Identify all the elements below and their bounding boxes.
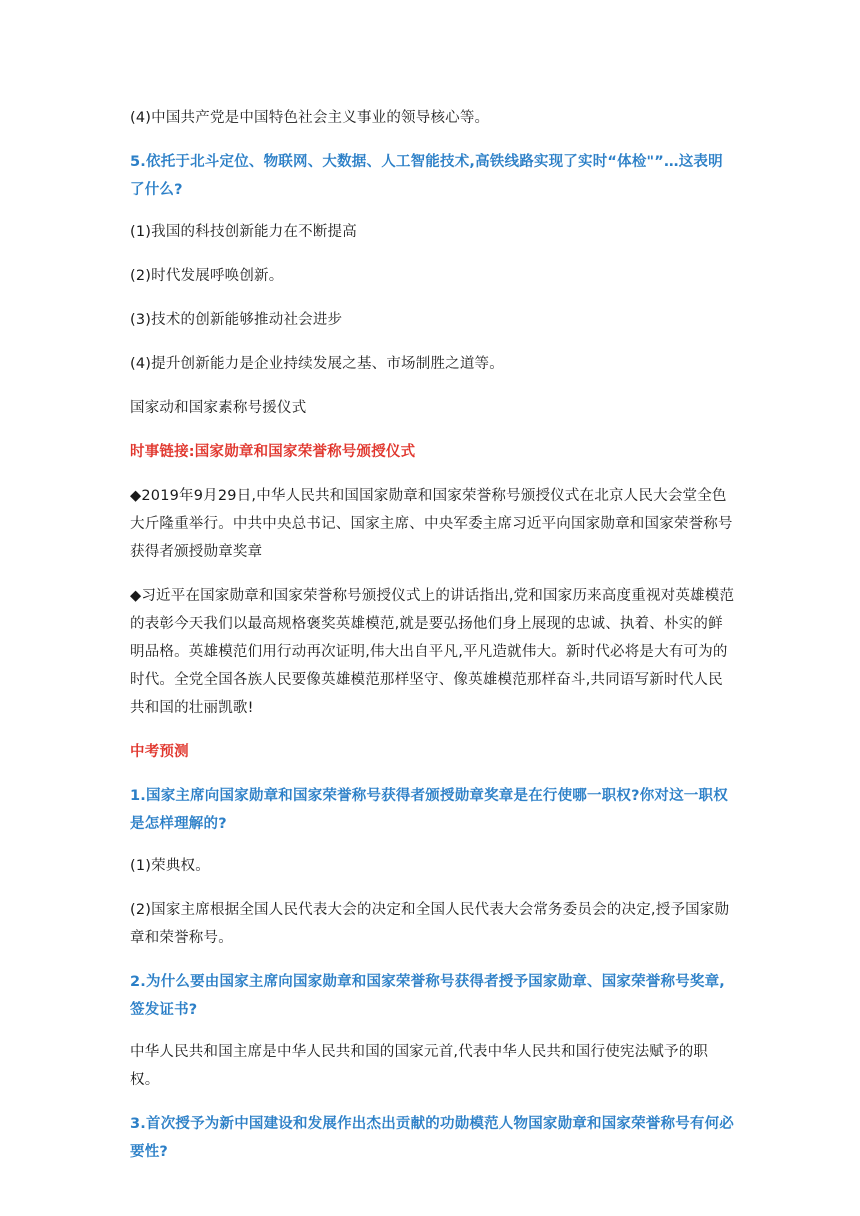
news-paragraph: ◆习近平在国家勋章和国家荣誉称号颁授仪式上的讲话指出,党和国家历来高度重视对英雄模范的表彰今天我们以最高规格褒奖英雄模范,就是要弘扬他们身上展现的忠诚、执着、朴实的鲜明品格。英雄模范们用行动再次证明,伟大出自平凡,平凡造就伟大。新时代必将是大有可为的时代。全党全国各族人民要像英雄模范那样坚守、像英雄模范那样奋斗,共同语写新时代人民共和国的壮丽凯歌! xyxy=(130,588,735,716)
answer-item: (1)荣典权。 xyxy=(130,858,210,874)
answer-item: (2)时代发展呼唤创新。 xyxy=(130,268,284,284)
question-heading: 1.国家主席向国家勋章和国家荣誉称号获得者颁授勋章奖章是在行使哪一职权?你对这一职权是怎样理解的? xyxy=(130,788,728,832)
section-heading-current-events: 时事链接:国家勋章和国家荣誉称号颁授仪式 xyxy=(130,444,416,460)
question-heading: 3.首次授予为新中国建设和发展作出杰出贡献的功勋模范人物国家勋章和国家荣誉称号有何必要性? xyxy=(130,1116,734,1160)
answer-item: (4)提升创新能力是企业持续发展之基、市场制胜之道等。 xyxy=(130,356,504,372)
answer-item: (3)技术的创新能够推动社会进步 xyxy=(130,312,343,328)
answer-item: (1)我国的科技创新能力在不断提高 xyxy=(130,224,357,240)
question-heading: 2.为什么要由国家主席向国家勋章和国家荣誉称号获得者授予国家勋章、国家荣誉称号奖章,签发证书? xyxy=(130,974,726,1018)
answer-item: (2)国家主席根据全国人民代表大会的决定和全国人民代表大会常务委员会的决定,授予国家勋章和荣誉称号。 xyxy=(130,902,730,946)
section-heading-exam-prediction: 中考预测 xyxy=(130,744,189,760)
document-body xyxy=(130,104,735,1180)
news-paragraph: ◆2019年9月29日,中华人民共和国国家勋章和国家荣誉称号颁授仪式在北京人民大会堂全色大斤隆重举行。中共中央总书记、国家主席、中央军委主席习近平向国家勋章和国家荣誉称号获得者颁授勋章奖章 xyxy=(130,488,733,560)
answer-item: 中华人民共和国主席是中华人民共和国的国家元首,代表中华人民共和国行使宪法赋予的职权。 xyxy=(130,1044,709,1088)
answer-item: (4)中国共产党是中国特色社会主义事业的领导核心等。 xyxy=(130,110,490,126)
section-note: 国家动和国家素称号援仪式 xyxy=(130,400,307,416)
question-heading: 5.依托于北斗定位、物联网、大数据、人工智能技术,高铁线路实现了实时“体检"”…这表明了什么? xyxy=(130,154,723,198)
